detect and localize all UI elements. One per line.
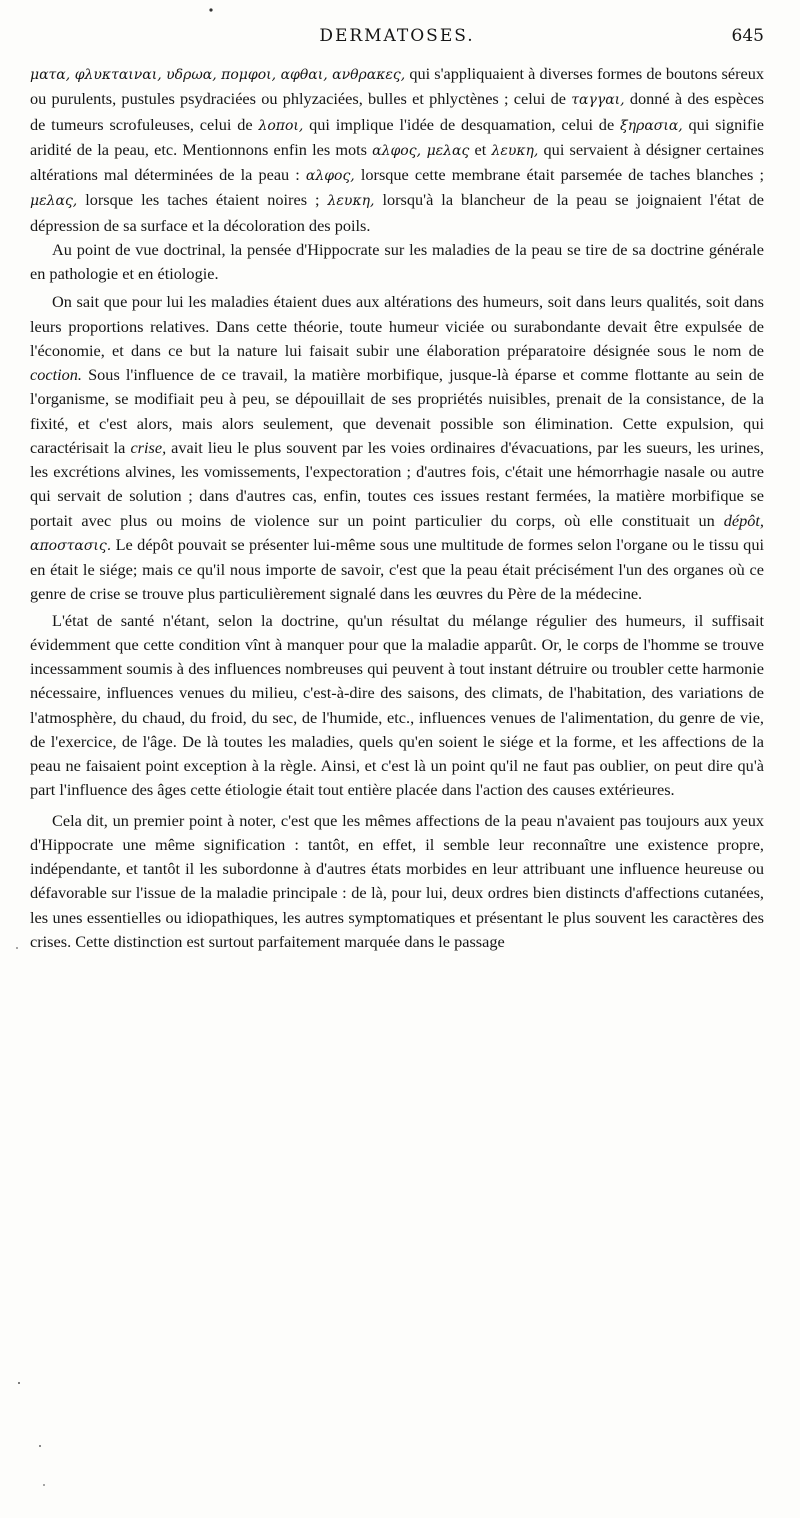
text-segment: avait lieu le plus souvent par les voies ordinaires d'évacuations, par les sueurs, les urines, les excrétions alvines, les vomissements, l'expectoration ; d'autres fois, c'était une hémorrhagie nasale ou autre qui servait de solution ; dans d'autres cas, enfin, toutes ces issues restant fermées, la matière morbifique se portait avec plus ou moins de violence sur un point particulier du corps, où elle constituait un xyxy=(30,437,764,530)
text-segment: qui servaient à désigner certaines altérations mal déterminées de la peau : xyxy=(30,139,765,184)
text-segment: Le dépôt pouvait se présenter lui-même sous une multitude de formes selon l'organe ou le tissu qui en était le siége; mais ce qu'il nous importe de savoir, c'est que la peau était précisément l'un des organes où ce genre de crise se trouve plus particulièrement signalé dans les œuvres du Père de la médecine. xyxy=(30,534,764,604)
text-segment: qui s'appliquaient à diverses formes de boutons séreux ou purulents, pustules psydraciées ou phlyzaciées, bulles et phlyctènes ; celui de xyxy=(30,64,764,109)
text-segment: et xyxy=(469,139,492,159)
text-segment: donné à des espèces de tumeurs scrofuleuses, celui de xyxy=(30,89,765,134)
paragraph-greek-terms xyxy=(30,62,764,238)
greek-term: αλφος, μελας xyxy=(372,142,470,159)
italic-term: dépôt, xyxy=(723,510,764,530)
text-segment: L'état de santé n'étant, selon la doctrine, qu'un résultat du mélange régulier des humeurs, il suffisait évidemment que cette condition vînt à manquer pour que la maladie apparût. Or, le corps de l'homme se trouve incessamment soumis à des influences nombreuses qui peuvent à tout instant détruire ou troubler cette harmonie nécessaire, influences venues du milieu, c'est-à-dire des saisons, des climats, de l'habitation, des variations de l'atmosphère, du chaud, du froid, du sec, de l'humide, etc., influences venues de l'alimentation, du genre de vie, de l'exercice, de l'âge. De là toutes les maladies, quels qu'en soient le siége et la forme, et les affections de la peau ne faisaient point exception à la règle. Ainsi, et c'est là un point qu'il ne faut pas oublier, on peut dire qu'à part l'influence des âges cette étiologie était tout entière placée dans l'action des causes extérieures. xyxy=(30,610,764,800)
body-text xyxy=(30,62,764,954)
greek-term: μελας, xyxy=(30,193,78,210)
greek-term: αλφος, xyxy=(305,168,355,184)
greek-term: λοποι, xyxy=(258,117,304,134)
text-segment: Au point de vue doctrinal, la pensée d'Hippocrate sur les maladies de la peau se tire de sa doctrine générale en pathologie et en étiologie. xyxy=(30,239,764,283)
page-header xyxy=(30,26,764,54)
text-segment: Cela dit, un premier point à noter, c'est que les mêmes affections de la peau n'avaient pas toujours aux yeux d'Hippocrate une même signification : tantôt, en effet, il semble leur reconnaître une existence propre, indépendante, et tantôt il les subordonne à d'autres états morbides en leur attribuant une influence heureuse ou défavorable sur l'issue de la maladie principale : de là, pour lui, deux ordres bien distincts d'affections cutanées, les unes essentielles ou idiopathiques, les autres symptomatiques et présentant le plus souvent les caractères des crises. Cette distinction est surtout parfaitement marquée dans le passage xyxy=(30,810,764,951)
paragraph-doctrine xyxy=(30,238,764,287)
paragraph-humours xyxy=(30,290,764,606)
greek-term: ταγγαι, xyxy=(571,92,625,109)
paragraph-health xyxy=(30,609,764,803)
text-segment: lorsqu'à la blancheur de la peau se joignaient l'état de dépression de sa surface et la décoloration des poils. xyxy=(30,190,764,235)
greek-term: αποστασις. xyxy=(30,537,112,554)
italic-term: crise, xyxy=(130,437,167,457)
greek-term: ξηρασια, xyxy=(619,117,683,134)
text-segment: qui signifie aridité de la peau, etc. Mentionnons enfin les mots xyxy=(30,114,764,159)
page-number: 645 xyxy=(731,26,764,46)
greek-term: λευκη, xyxy=(327,193,375,210)
paragraph-distinction xyxy=(30,809,764,955)
text-segment: qui implique l'idée de desquamation, celui de xyxy=(303,114,620,134)
text-segment: Sous l'influence de ce travail, la matière morbifique, jusque-là éparse et comme flottante au sein de l'organisme, se modifiait peu à peu, se dépouillait de ses propriétés nuisibles, prenait de la consistance, de la fixité, et c'est alors, mais alors seulement, que devenait possible son élimination. Cette expulsion, qui caractérisait la xyxy=(30,365,764,457)
running-title: DERMATOSES. xyxy=(319,26,475,46)
greek-term: λευκη, xyxy=(491,142,539,159)
text-segment: lorsque cette membrane était parsemée de taches blanches ; xyxy=(354,165,764,184)
greek-term: ματα, φλυκταιναι, υδρωα, πομφοι, αφθαι, ανθρακες, xyxy=(30,67,406,83)
text-segment: On sait que pour lui les maladies étaient dues aux altérations des humeurs, soit dans leurs qualités, soit dans leurs proportions relatives. Dans cette théorie, toute humeur viciée ou surabondante devait être expulsée de l'économie, et dans ce but la nature lui faisait subir une élaboration préparatoire désignée sous le nom de xyxy=(30,292,764,360)
italic-term: coction. xyxy=(30,365,82,384)
text-segment: lorsque les taches étaient noires ; xyxy=(77,190,328,210)
